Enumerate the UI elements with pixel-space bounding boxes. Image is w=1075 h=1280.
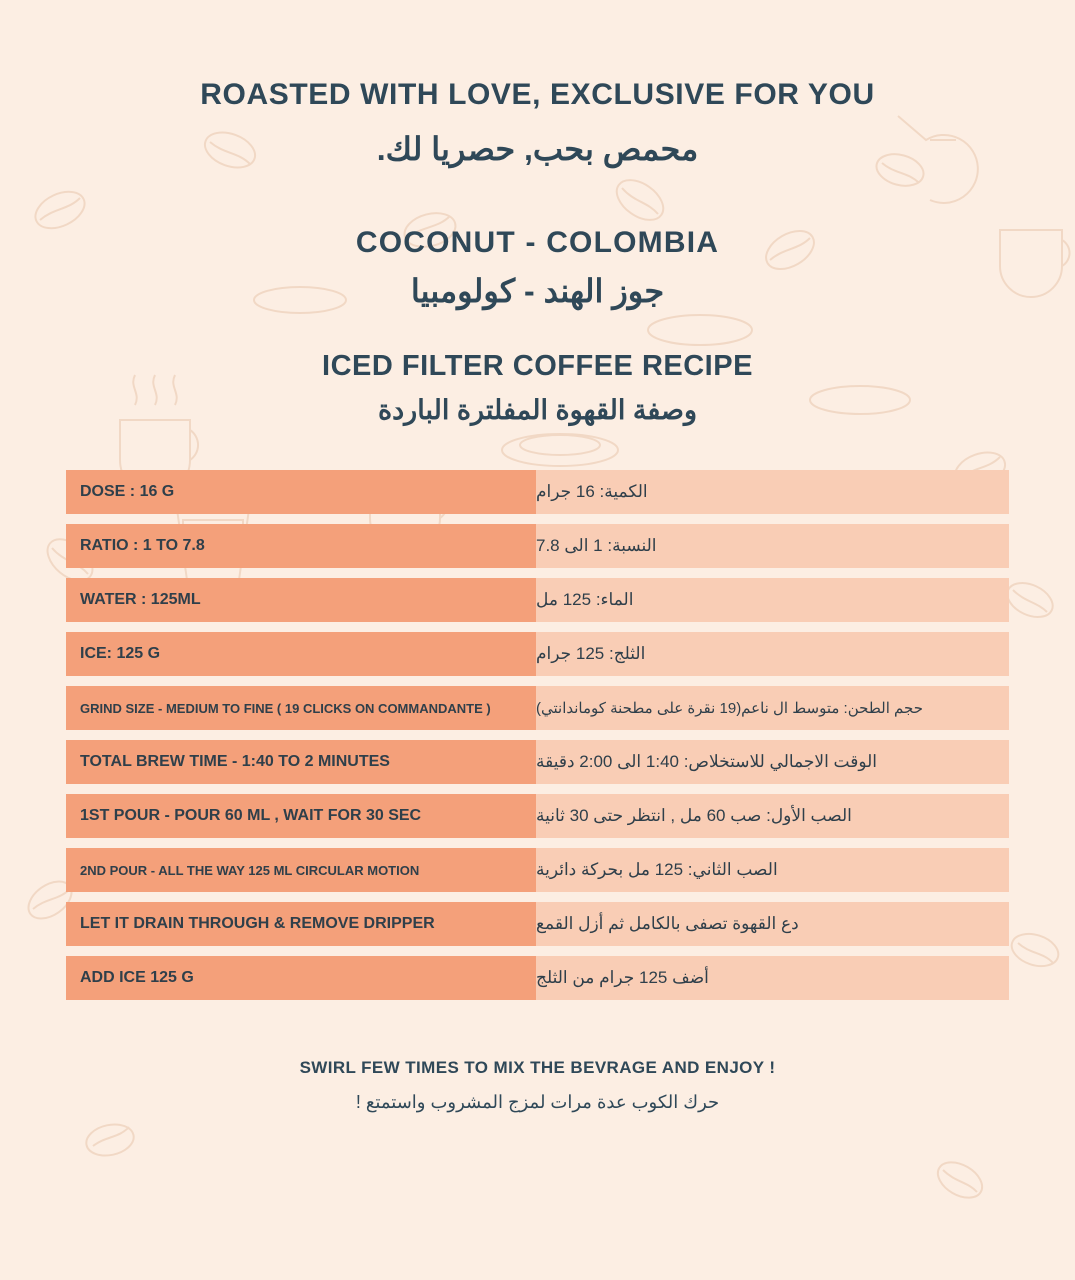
product-name-arabic: جوز الهند - كولومبيا: [410, 273, 665, 309]
step-label-arabic: الماء: 125 مل: [536, 578, 1009, 622]
step-label-english: GRIND SIZE - MEDIUM TO FINE ( 19 CLICKS ON COMMANDANTE ): [66, 686, 536, 730]
step-label-arabic: دع القهوة تصفى بالكامل ثم أزل القمع: [536, 902, 1009, 946]
table-row: [66, 848, 1009, 892]
table-row: [66, 578, 1009, 622]
table-row: [66, 686, 1009, 730]
product-name-english: COCONUT - COLOMBIA: [355, 226, 720, 259]
step-label-english: ADD ICE 125 G: [66, 956, 536, 1000]
header: [36, 0, 1039, 168]
step-label-arabic: الصب الأول: صب 60 مل , انتظر حتى 30 ثانية: [536, 794, 1009, 838]
table-row: [66, 956, 1009, 1000]
step-label-arabic: أضف 125 جرام من الثلج: [536, 956, 1009, 1000]
recipe-title-arabic: وصفة القهوة المفلترة الباردة: [378, 395, 697, 425]
step-label-english: TOTAL BREW TIME - 1:40 TO 2 MINUTES: [66, 740, 536, 784]
step-label-arabic: النسبة: 1 الى 7.8: [536, 524, 1009, 568]
table-row: [66, 740, 1009, 784]
table-row: [66, 632, 1009, 676]
step-label-arabic: حجم الطحن: متوسط ال ناعم(19 نقرة على مطحنة كوماندانتي): [536, 686, 1009, 730]
step-label-english: 1ST POUR - POUR 60 ML , WAIT FOR 30 SEC: [66, 794, 536, 838]
step-label-english: ICE: 125 G: [66, 632, 536, 676]
recipe-steps-table: [36, 470, 1039, 1000]
recipe-title-block: [36, 350, 1039, 426]
step-label-english: 2ND POUR - ALL THE WAY 125 ML CIRCULAR MOTION: [66, 848, 536, 892]
footer-note-arabic: حرك الكوب عدة مرات لمزج المشروب واستمتع !: [355, 1092, 720, 1112]
step-label-arabic: الكمية: 16 جرام: [536, 470, 1009, 514]
table-row: [66, 794, 1009, 838]
step-label-english: LET IT DRAIN THROUGH & REMOVE DRIPPER: [66, 902, 536, 946]
table-row: [66, 902, 1009, 946]
product-name-block: [36, 226, 1039, 310]
step-label-arabic: الثلج: 125 جرام: [536, 632, 1009, 676]
table-row: [66, 524, 1009, 568]
headline-arabic: محمص بحب, حصريا لك.: [376, 131, 699, 167]
headline-english: ROASTED WITH LOVE, EXCLUSIVE FOR YOU: [200, 78, 875, 111]
table-row: [66, 470, 1009, 514]
step-label-english: WATER : 125ML: [66, 578, 536, 622]
step-label-english: DOSE : 16 G: [66, 470, 536, 514]
step-label-english: RATIO : 1 TO 7.8: [66, 524, 536, 568]
step-label-arabic: الوقت الاجمالي للاستخلاص: 1:40 الى 2:00 دقيقة: [536, 740, 1009, 784]
step-label-arabic: الصب الثاني: 125 مل بحركة دائرية: [536, 848, 1009, 892]
recipe-title-english: ICED FILTER COFFEE RECIPE: [322, 350, 753, 382]
footer-note-english: SWIRL FEW TIMES TO MIX THE BEVRAGE AND ENJOY !: [299, 1058, 776, 1077]
footer: [36, 1058, 1039, 1113]
